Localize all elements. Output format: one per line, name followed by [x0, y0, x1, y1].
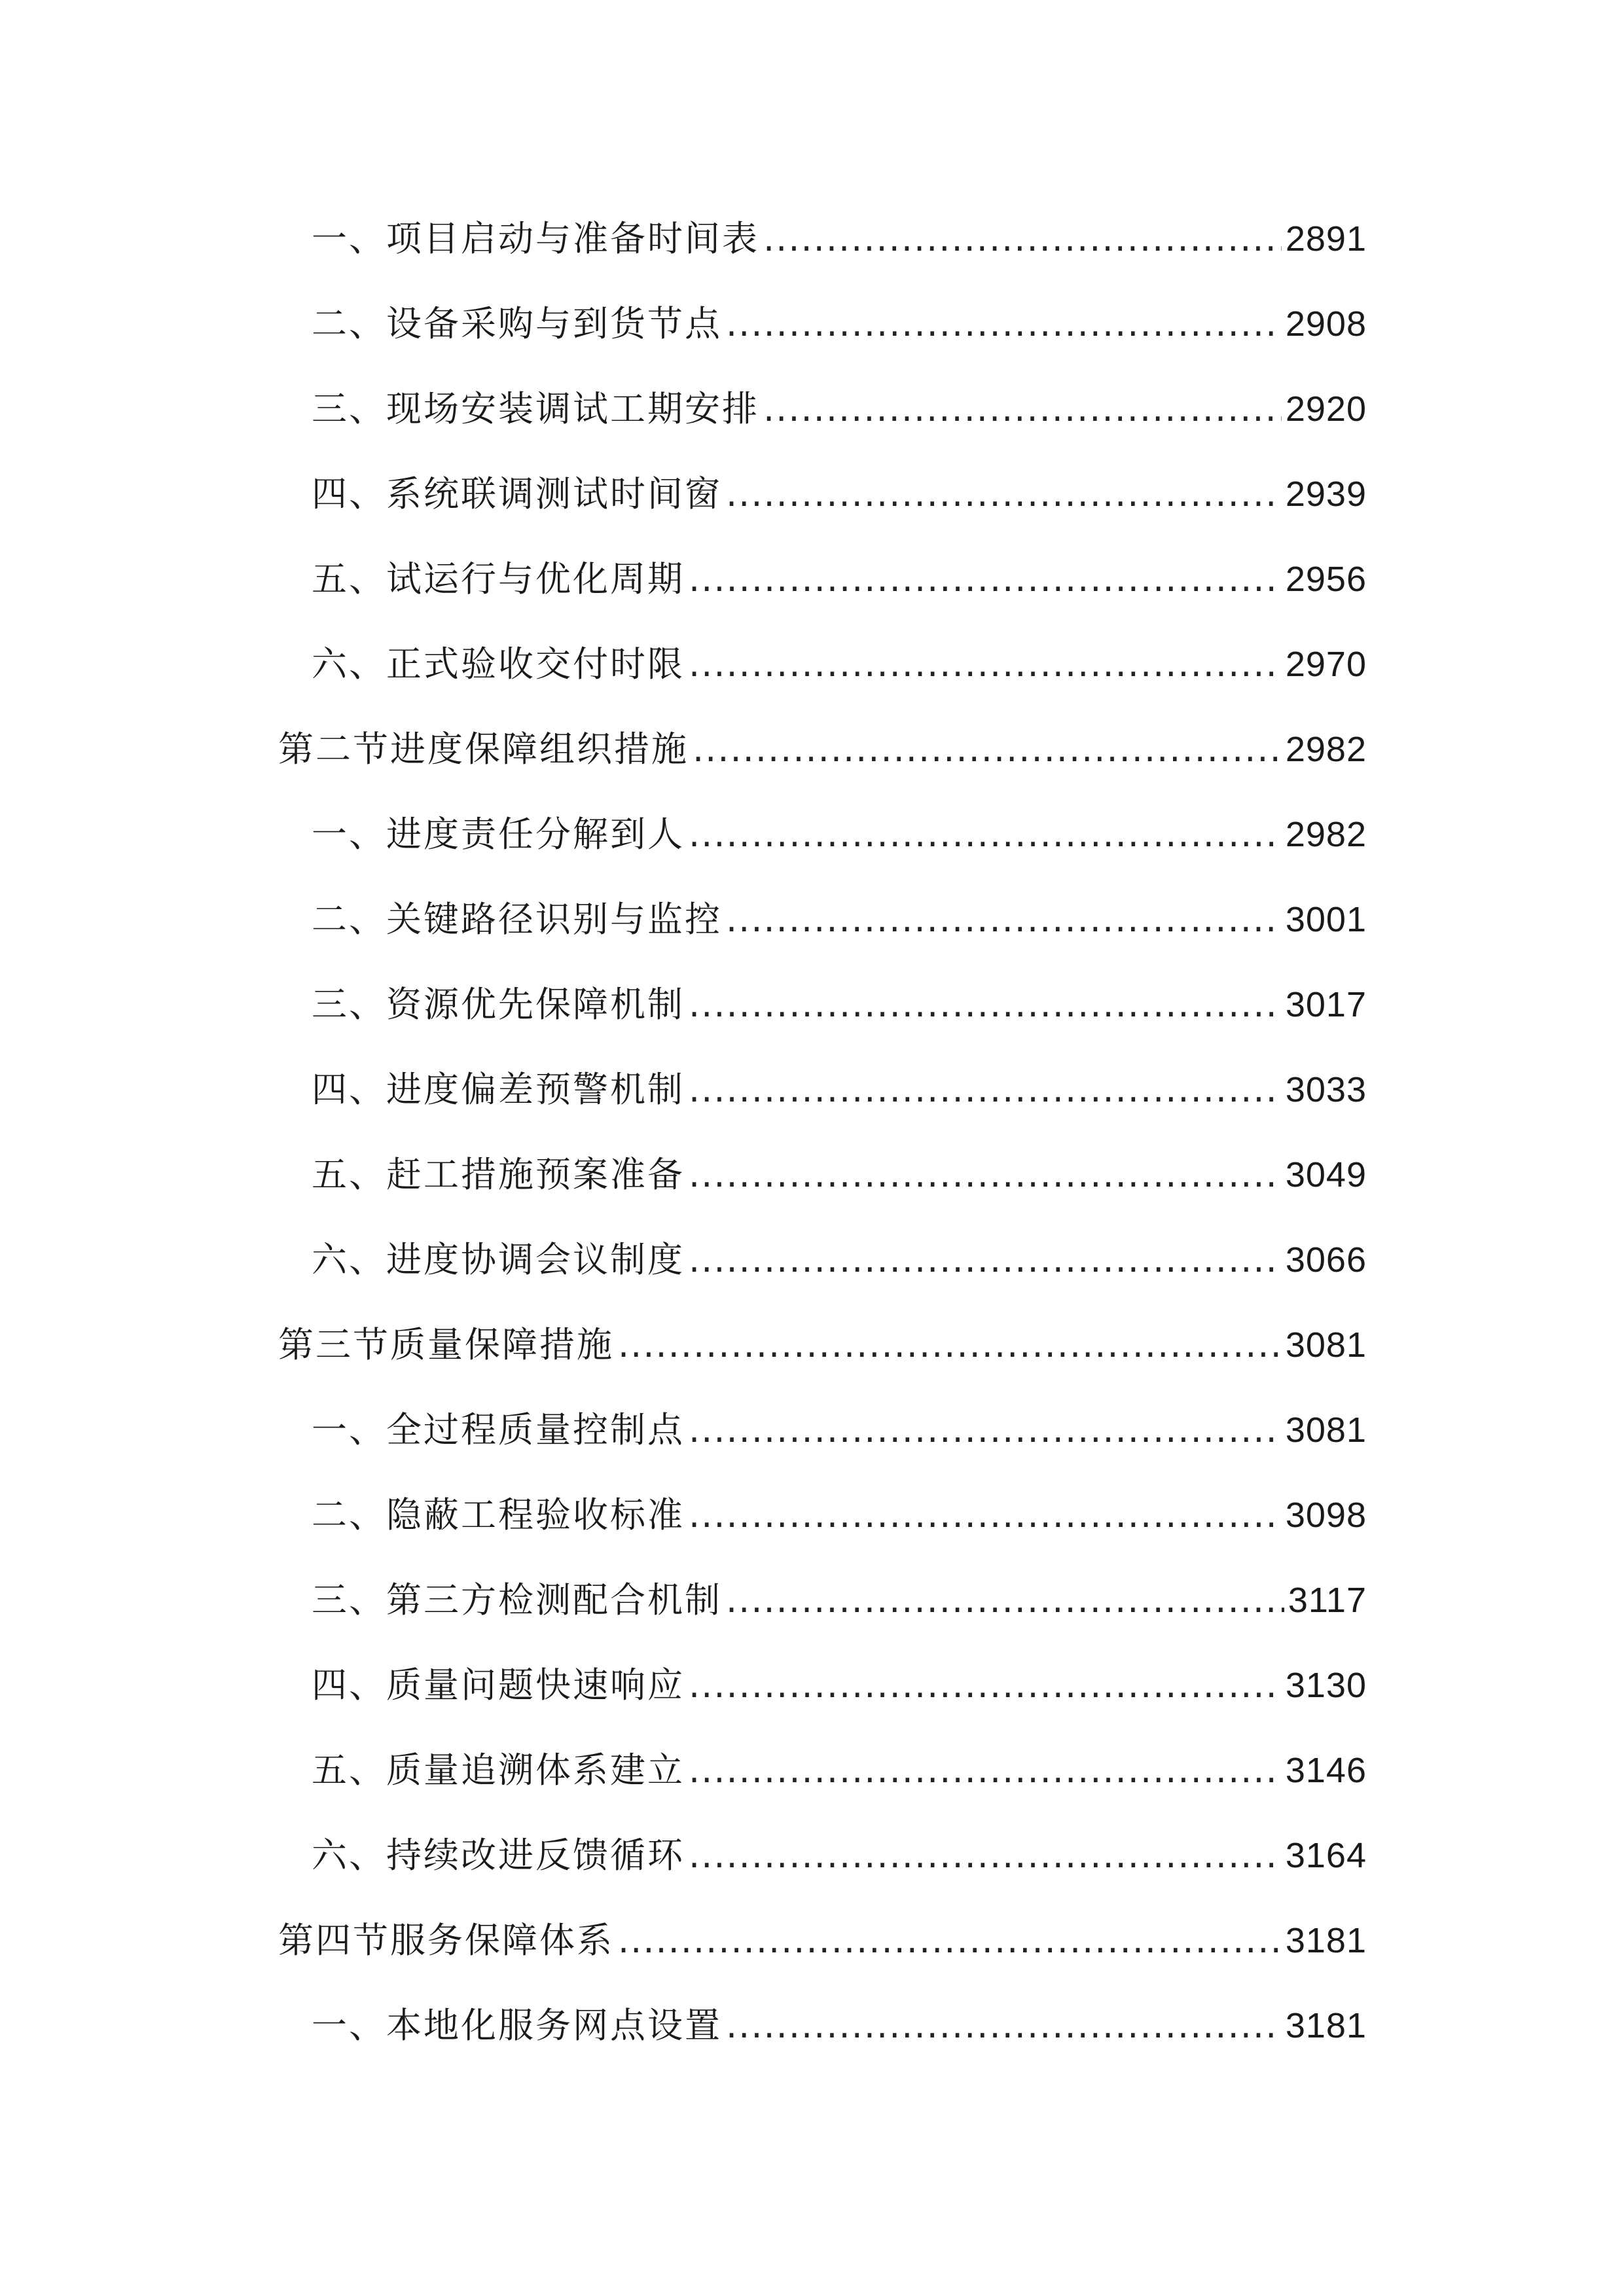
toc-page-number: 3098	[1285, 1496, 1367, 1535]
toc-entry-label: 五、赶工措施预案准备	[312, 1154, 685, 1195]
toc-page-number: 2920	[1285, 389, 1367, 429]
toc-entry[interactable]	[312, 1145, 1367, 1204]
toc-entry[interactable]	[312, 1656, 1367, 1715]
toc-entry[interactable]	[312, 209, 1367, 268]
toc-page-number: 3117	[1288, 1581, 1367, 1620]
toc-entry-label: 一、进度责任分解到人	[312, 814, 685, 855]
toc-entry[interactable]	[312, 1741, 1367, 1800]
dot-leader	[689, 1230, 1282, 1289]
toc-entry-label: 一、全过程质量控制点	[312, 1409, 685, 1450]
toc-entry-label: 第二节进度保障组织措施	[278, 728, 689, 770]
dot-leader	[689, 550, 1282, 609]
toc-page-number: 3066	[1285, 1240, 1367, 1280]
toc-entry[interactable]	[312, 975, 1367, 1034]
toc-page-number: 3001	[1285, 900, 1367, 939]
toc-entry[interactable]	[312, 805, 1367, 864]
toc-entry-label: 一、本地化服务网点设置	[312, 2005, 722, 2046]
toc-page-number: 2891	[1285, 219, 1367, 259]
toc-entry-label: 三、资源优先保障机制	[312, 984, 685, 1025]
toc-page-number: 3130	[1285, 1666, 1367, 1705]
dot-leader	[726, 295, 1282, 353]
toc-page-number: 3049	[1285, 1155, 1367, 1194]
dot-leader	[763, 209, 1282, 268]
toc-entry-label: 六、持续改进反馈循环	[312, 1835, 685, 1876]
dot-leader	[689, 975, 1282, 1034]
toc-entry-label: 二、隐蔽工程验收标准	[312, 1494, 685, 1535]
toc-page-number: 3181	[1285, 2006, 1367, 2045]
dot-leader	[689, 1060, 1282, 1119]
dot-leader	[726, 1996, 1282, 2055]
toc-page-number: 2982	[1285, 730, 1367, 769]
toc-entry-label: 第四节服务保障体系	[278, 1920, 614, 1961]
dot-leader	[689, 1486, 1282, 1545]
toc-entry-label: 四、质量问题快速响应	[312, 1664, 685, 1706]
toc-entry-label: 三、第三方检测配合机制	[312, 1579, 722, 1621]
toc-entry[interactable]	[312, 890, 1367, 949]
dot-leader	[689, 1826, 1282, 1885]
toc-entry[interactable]	[312, 1486, 1367, 1545]
toc-page-number: 2956	[1285, 560, 1367, 599]
dot-leader	[689, 1401, 1282, 1460]
toc-entry[interactable]	[312, 1571, 1367, 1630]
toc-entry[interactable]	[312, 635, 1367, 694]
toc-entry-label: 三、现场安装调试工期安排	[312, 388, 759, 429]
toc-entry-label: 六、正式验收交付时限	[312, 643, 685, 685]
dot-leader	[689, 635, 1282, 694]
dot-leader	[689, 1741, 1282, 1800]
dot-leader	[689, 805, 1282, 864]
toc-page-number: 3081	[1285, 1325, 1367, 1365]
toc-section-heading[interactable]	[278, 1316, 1367, 1374]
toc-section-heading[interactable]	[278, 720, 1367, 779]
toc-page-number: 3181	[1285, 1921, 1367, 1960]
toc-page-number: 3164	[1285, 1836, 1367, 1875]
toc-entry-label: 一、项目启动与准备时间表	[312, 218, 759, 259]
toc-section-heading[interactable]	[278, 1911, 1367, 1970]
toc-entry[interactable]	[312, 295, 1367, 353]
toc-entry-label: 第三节质量保障措施	[278, 1324, 614, 1365]
dot-leader	[726, 1571, 1284, 1630]
toc-entry-label: 五、试运行与优化周期	[312, 558, 685, 600]
dot-leader	[726, 465, 1282, 524]
dot-leader	[726, 890, 1282, 949]
toc-entry-label: 六、进度协调会议制度	[312, 1239, 685, 1280]
toc-entry[interactable]	[312, 380, 1367, 439]
toc-entry[interactable]	[312, 550, 1367, 609]
toc-page-number: 2970	[1285, 645, 1367, 684]
dot-leader	[618, 1911, 1282, 1970]
dot-leader	[763, 380, 1282, 439]
toc-entry[interactable]	[312, 1401, 1367, 1460]
toc-page-number: 2982	[1285, 815, 1367, 854]
dot-leader	[689, 1656, 1282, 1715]
toc-entry-label: 四、进度偏差预警机制	[312, 1069, 685, 1110]
toc-page-number: 3033	[1285, 1070, 1367, 1109]
dot-leader	[618, 1316, 1282, 1374]
dot-leader	[693, 720, 1282, 779]
toc-page-number: 2908	[1285, 304, 1367, 344]
toc-entry-label: 二、设备采购与到货节点	[312, 303, 722, 344]
toc-entry[interactable]	[312, 465, 1367, 524]
toc-entry-label: 二、关键路径识别与监控	[312, 899, 722, 940]
toc-page-number: 3081	[1285, 1410, 1367, 1450]
toc-entry-label: 五、质量追溯体系建立	[312, 1749, 685, 1791]
dot-leader	[689, 1145, 1282, 1204]
toc-page-number: 2939	[1285, 475, 1367, 514]
toc-entry[interactable]	[312, 1230, 1367, 1289]
toc-page-number: 3017	[1285, 985, 1367, 1024]
toc-entry-label: 四、系统联调测试时间窗	[312, 473, 722, 514]
toc-entry[interactable]	[312, 1996, 1367, 2055]
toc-page-number: 3146	[1285, 1751, 1367, 1790]
toc-entry[interactable]	[312, 1826, 1367, 1885]
toc-entry[interactable]	[312, 1060, 1367, 1119]
